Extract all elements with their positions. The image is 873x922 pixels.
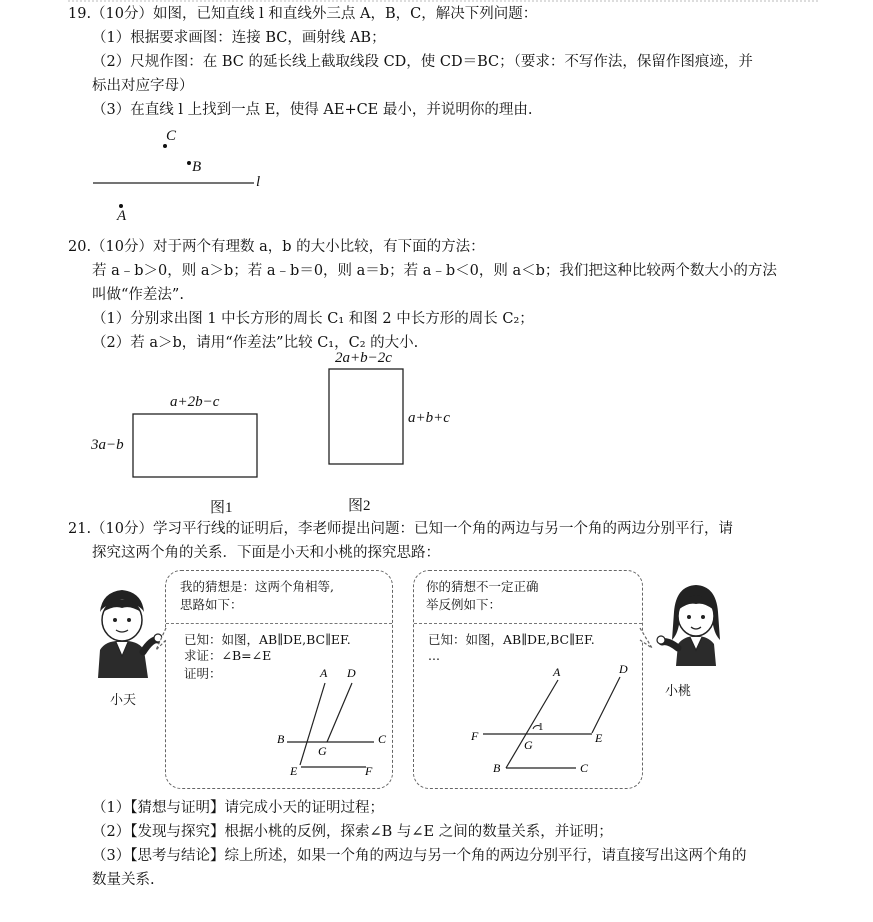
q21-task4: 数量关系. [92, 872, 155, 888]
left-proof: 证明： [184, 666, 222, 681]
q20-rule-cont: 叫做“作差法”. [92, 287, 184, 303]
label-b: B [192, 159, 202, 175]
left-pt-c: C [378, 732, 387, 746]
q19-part1: （1）根据要求画图：连接 BC，画射线 AB； [92, 30, 386, 46]
fig2-caption: 图2 [348, 498, 371, 514]
q21-task1: （1）【猜想与证明】请完成小天的证明过程； [92, 800, 384, 816]
right-known: 已知：如图，AB∥DE,BC∥EF. [428, 632, 595, 647]
right-idea: 举反例如下： [426, 597, 502, 612]
fig1-left-label: 3a−b [91, 437, 124, 453]
label-c: C [166, 128, 177, 144]
q19-title: 19.（10分）如图，已知直线 l 和直线外三点 A，B，C，解决下列问题： [68, 6, 538, 22]
left-pt-d: D [347, 666, 356, 680]
right-pt-c: C [580, 761, 589, 775]
left-pt-g: G [318, 744, 327, 758]
fig2-right-label: a+b+c [408, 410, 450, 426]
q19-part3: （3）在直线 l 上找到一点 E，使得 AE+CE 最小，并说明你的理由. [92, 102, 533, 118]
label-a: A [117, 208, 127, 224]
boy-name: 小天 [110, 693, 137, 708]
left-pt-e: E [290, 764, 298, 778]
right-pt-a: A [553, 665, 561, 679]
right-pt-b: B [493, 761, 501, 775]
left-pt-a: A [320, 666, 328, 680]
fig1-top-label: a+2b−c [170, 394, 220, 410]
label-l: l [256, 174, 261, 190]
q20-title: 20.（10分）对于两个有理数 a，b 的大小比较，有下面的方法： [68, 239, 485, 255]
right-pt-f: F [471, 729, 479, 743]
q21-task2: （2）【发现与探究】根据小桃的反例，探索∠B 与∠E 之间的数量关系，并证明； [92, 824, 613, 840]
q20-part2: （2）若 a＞b，请用“作差法”比较 C₁，C₂ 的大小. [92, 335, 419, 351]
fig1-caption: 图1 [210, 500, 233, 516]
left-prove: 求证：∠B=∠E [184, 648, 272, 663]
right-pt-d: D [619, 662, 628, 676]
left-idea: 思路如下： [180, 597, 243, 612]
right-angle-1: 1 [538, 721, 544, 733]
left-known: 已知：如图，AB∥DE,BC∥EF. [184, 632, 351, 647]
left-pt-b: B [277, 732, 285, 746]
left-guess: 我的猜想是：这两个角相等, [180, 579, 334, 594]
right-pt-e: E [595, 731, 603, 745]
q21-title-cont: 探究这两个角的关系．下面是小天和小桃的探究思路： [92, 545, 440, 561]
q20-rule: 若 a﹣b＞0，则 a＞b；若 a﹣b＝0，则 a＝b；若 a﹣b＜0，则 a＜b；我们把这种比较两个数大小的方法 [92, 263, 777, 279]
left-pt-f: F [365, 764, 373, 778]
q21-title: 21.（10分）学习平行线的证明后，李老师提出问题：已知一个角的两边与另一个角的两边分别平行，请 [68, 521, 734, 537]
q19-part2: （2）尺规作图：在 BC 的延长线上截取线段 CD，使 CD＝BC；（要求：不写作法，保留作图痕迹，并 [92, 54, 753, 70]
right-dots: ... [428, 648, 440, 663]
q19-part2-cont: 标出对应字母） [92, 78, 194, 94]
q20-part1: （1）分别求出图 1 中长方形的周长 C₁ 和图 2 中长方形的周长 C₂； [92, 311, 534, 327]
girl-name: 小桃 [665, 684, 692, 699]
fig2-top-label: 2a+b−2c [335, 350, 392, 366]
q21-task3: （3）【思考与结论】综上所述，如果一个角的两边与另一个角的两边分别平行，请直接写出这两个角的 [92, 848, 747, 864]
right-guess: 你的猜想不一定正确 [426, 579, 539, 594]
right-pt-g: G [524, 738, 533, 752]
